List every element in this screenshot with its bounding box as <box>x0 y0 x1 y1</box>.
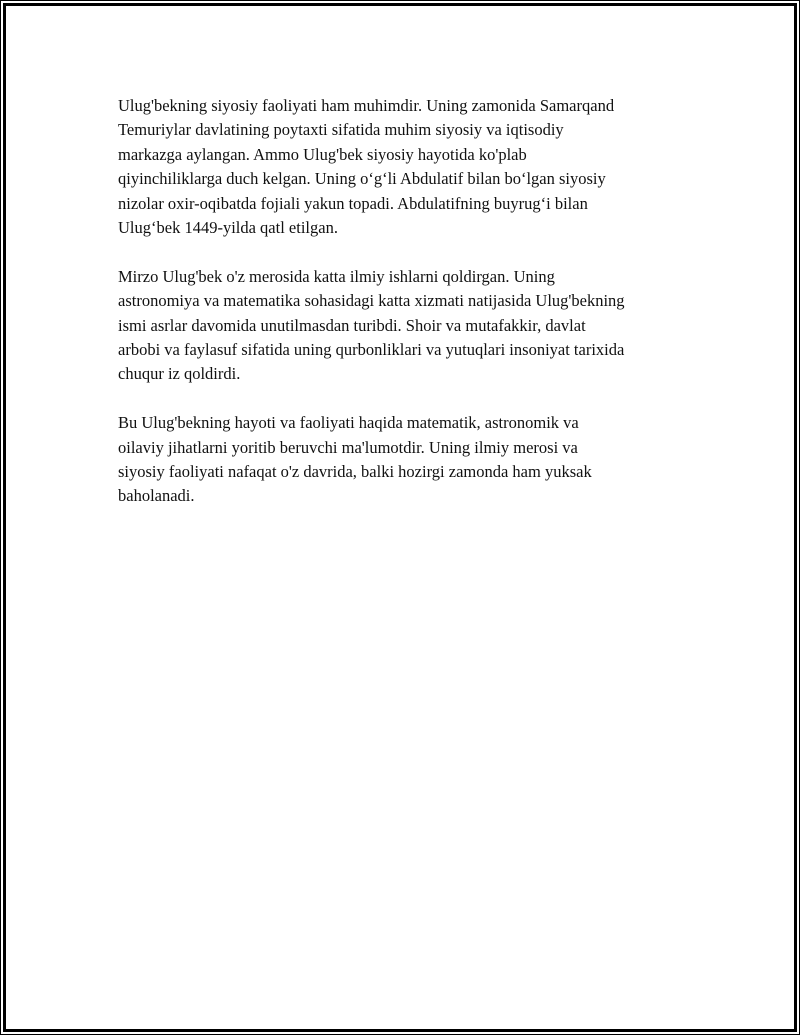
paragraph-political-activity <box>118 94 698 240</box>
text-line: arbobi va faylasuf sifatida uning qurbonliklari va yutuqlari insoniyat tarixida <box>118 340 625 360</box>
document-body <box>118 94 698 533</box>
text-line: ismi asrlar davomida unutilmasdan turibdi. Shoir va mutafakkir, davlat <box>118 315 586 335</box>
text-line: nizolar oxir-oqibatda fojiali yakun topadi. Abdulatifning buyrug‘i bilan <box>118 193 588 213</box>
text-line: Mirzo Ulug'bek o'z merosida katta ilmiy ishlarni qoldirgan. Uning <box>118 266 555 286</box>
text-line: chuqur iz qoldirdi. <box>118 364 241 384</box>
text-line: qiyinchiliklarga duch kelgan. Uning o‘g‘li Abdulatif bilan bo‘lgan siyosiy <box>118 169 606 189</box>
text-line: baholanadi. <box>118 486 195 506</box>
paragraph-summary <box>118 411 698 509</box>
text-line: oilaviy jihatlarni yoritib beruvchi ma'lumotdir. Uning ilmiy merosi va <box>118 437 578 457</box>
text-line: markazga aylangan. Ammo Ulug'bek siyosiy hayotida ko'plab <box>118 144 527 164</box>
text-line: Temuriylar davlatining poytaxti sifatida muhim siyosiy va iqtisodiy <box>118 120 564 140</box>
paragraph-legacy <box>118 265 698 387</box>
text-line: siyosiy faoliyati nafaqat o'z davrida, balki hozirgi zamonda ham yuksak <box>118 462 592 482</box>
text-line: Ulug‘bek 1449-yilda qatl etilgan. <box>118 218 338 238</box>
text-line: Ulug'bekning siyosiy faoliyati ham muhimdir. Uning zamonida Samarqand <box>118 96 615 115</box>
text-line: Bu Ulug'bekning hayoti va faoliyati haqida matematik, astronomik va <box>118 413 579 433</box>
text-line: astronomiya va matematika sohasidagi katta xizmati natijasida Ulug'bekning <box>118 291 625 311</box>
